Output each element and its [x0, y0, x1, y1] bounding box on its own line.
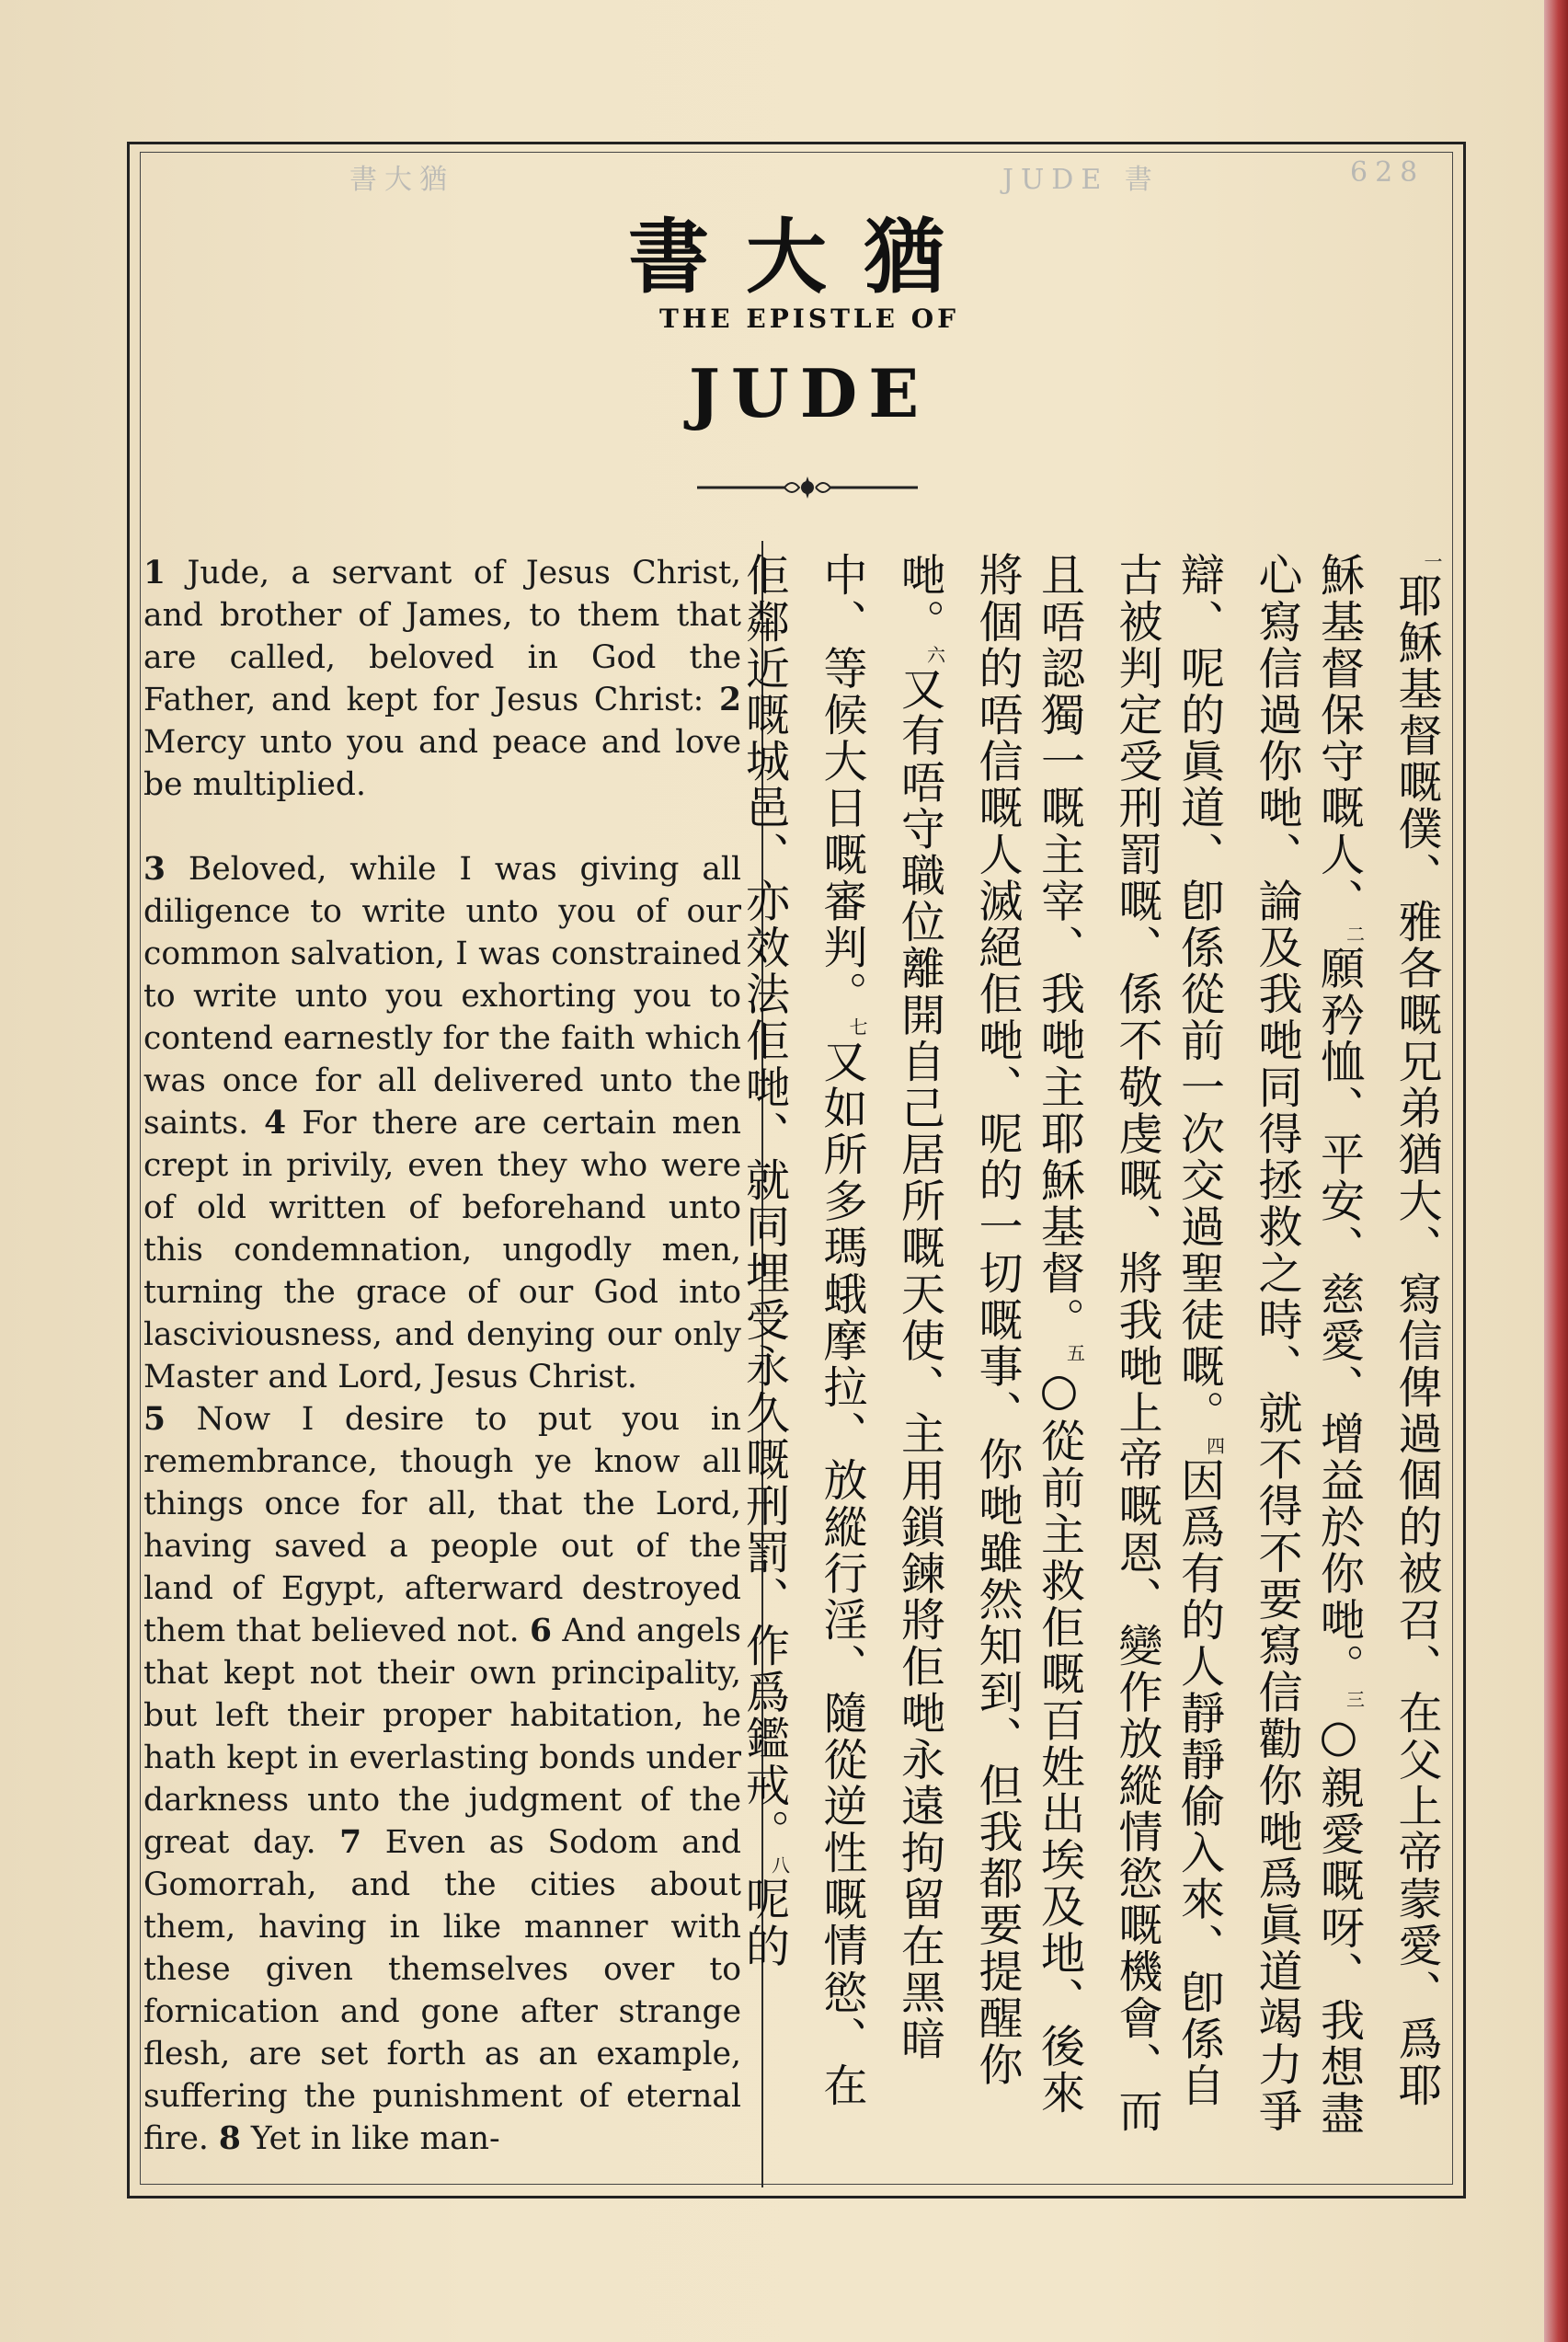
ornament-divider: [697, 469, 918, 506]
running-head-page-number: 628: [1350, 156, 1425, 189]
verse-text: Now I desire to put you in remembrance, though ye know all things once for all, that the Lord, having saved a people out of the land of Egypt, afterward destroyed them that believed not.: [143, 1401, 741, 1649]
chinese-book-title: 書大猶: [627, 209, 981, 304]
verse-text: 呢的: [738, 1876, 790, 1969]
book-title: JUDE: [688, 354, 931, 432]
verse-text: Even as Sodom and Gomorrah, and the cities about them, having in like manner with these given themselves over to fornication and gone after strange flesh, are set forth as an example, suffering the punishment of eternal fire.: [143, 1824, 742, 2157]
verse-number: 7: [339, 1824, 362, 1861]
verse-number: 七: [846, 1017, 868, 1039]
verse-text: 又有唔守職位離開自己居所嘅天使、主用鎖鍊將佢哋永遠拘留在黑暗中、等候大日嘅審判。: [816, 552, 945, 2062]
verse-number: 3: [143, 851, 166, 888]
verse-number: 4: [264, 1105, 287, 1142]
epistle-heading: THE EPISTLE OF: [659, 304, 959, 334]
verse-paragraph: [143, 1398, 741, 2160]
verse-text: 因爲有的人靜靜偷入來、卽係自古被判定受刑罰嘅、係不敬虔嘅、將我哋上帝嘅恩、變作放縱情慾嘅機會、而且唔認獨一嘅主宰、我哋主耶穌基督。: [1033, 552, 1225, 2135]
verse-number: 六: [923, 645, 946, 666]
verse-text: Jude, a servant of Jesus Christ, and brother of James, to them that are called, beloved in God the Father, and kept for Jesus Christ:: [143, 555, 741, 718]
verse-number: 八: [768, 1854, 791, 1877]
verse-text: 又如所多瑪蛾摩拉、放縱行淫、隨從逆性嘅情慾、在佢鄰近嘅城邑、亦效法佢哋、就同埋受永久嘅刑罰、作爲鑑戒。: [738, 552, 867, 2109]
verse-paragraph: [143, 848, 741, 1398]
chinese-text-column: [738, 552, 1462, 2153]
verse-number: 6: [530, 1613, 553, 1649]
verse-number: 8: [218, 2120, 241, 2157]
running-head-middle: JUDE 書: [1002, 164, 1160, 196]
book-edge: [1544, 0, 1568, 2342]
verse-number: 2: [718, 682, 741, 718]
verse-text: Mercy unto you and peace and love be multiplied.: [143, 724, 741, 803]
verse-text: And angels that kept not their own principality, but left their proper habitation, he hath kept in everlasting bonds under darkness unto the judgment of the great day.: [143, 1613, 742, 1861]
verse-text: Beloved, while I was giving all diligence to write unto you of our common salvation, I was constrained to write unto you exhorting you to contend earnestly for the faith which was once for all delivered unto the saints.: [143, 851, 741, 1142]
verse-text: Yet in like man-: [240, 2120, 500, 2157]
verse-number: 二: [1343, 924, 1366, 946]
verse-text: 耶穌基督嘅僕、雅各嘅兄弟猶大、寫信俾過個的被召、在父上帝蒙愛、爲耶穌基督保守嘅人、: [1312, 552, 1442, 2109]
english-text-column: [143, 552, 741, 2160]
verse-number: 五: [1063, 1343, 1086, 1364]
verse-number: 一: [1421, 552, 1443, 573]
verse-number: 三: [1343, 1690, 1366, 1711]
verse-text: 願矜恤、平安、慈愛、增益於你哋。: [1312, 945, 1365, 1691]
verse-number: 1: [143, 555, 166, 591]
verse-paragraph: [143, 552, 741, 806]
running-head-left: 書大猶: [349, 164, 454, 196]
verse-text: For there are certain men crept in privily, even they who were of old written of beforehand unto this condemnation, ungodly men, turning the grace of our God into lasciviousness, and denying our only Master and Lord, Jesus Christ.: [143, 1105, 741, 1395]
verse-text: ○親愛嘅呀、我想盡心寫信過你哋、論及我哋同得拯救之時、就不得不要寫信勸你哋爲眞道竭力爭辯、呢的眞道、卽係從前一次交過聖徒嘅。: [1173, 552, 1365, 2138]
verse-text: ○從前主救佢嘅百姓出埃及地、後來將個的唔信嘅人滅絕佢哋、呢的一切嘅事、你哋雖然知到、但我都要提醒你哋。: [893, 552, 1085, 2117]
verse-number: 四: [1203, 1436, 1226, 1458]
verse-number: 5: [143, 1401, 166, 1438]
